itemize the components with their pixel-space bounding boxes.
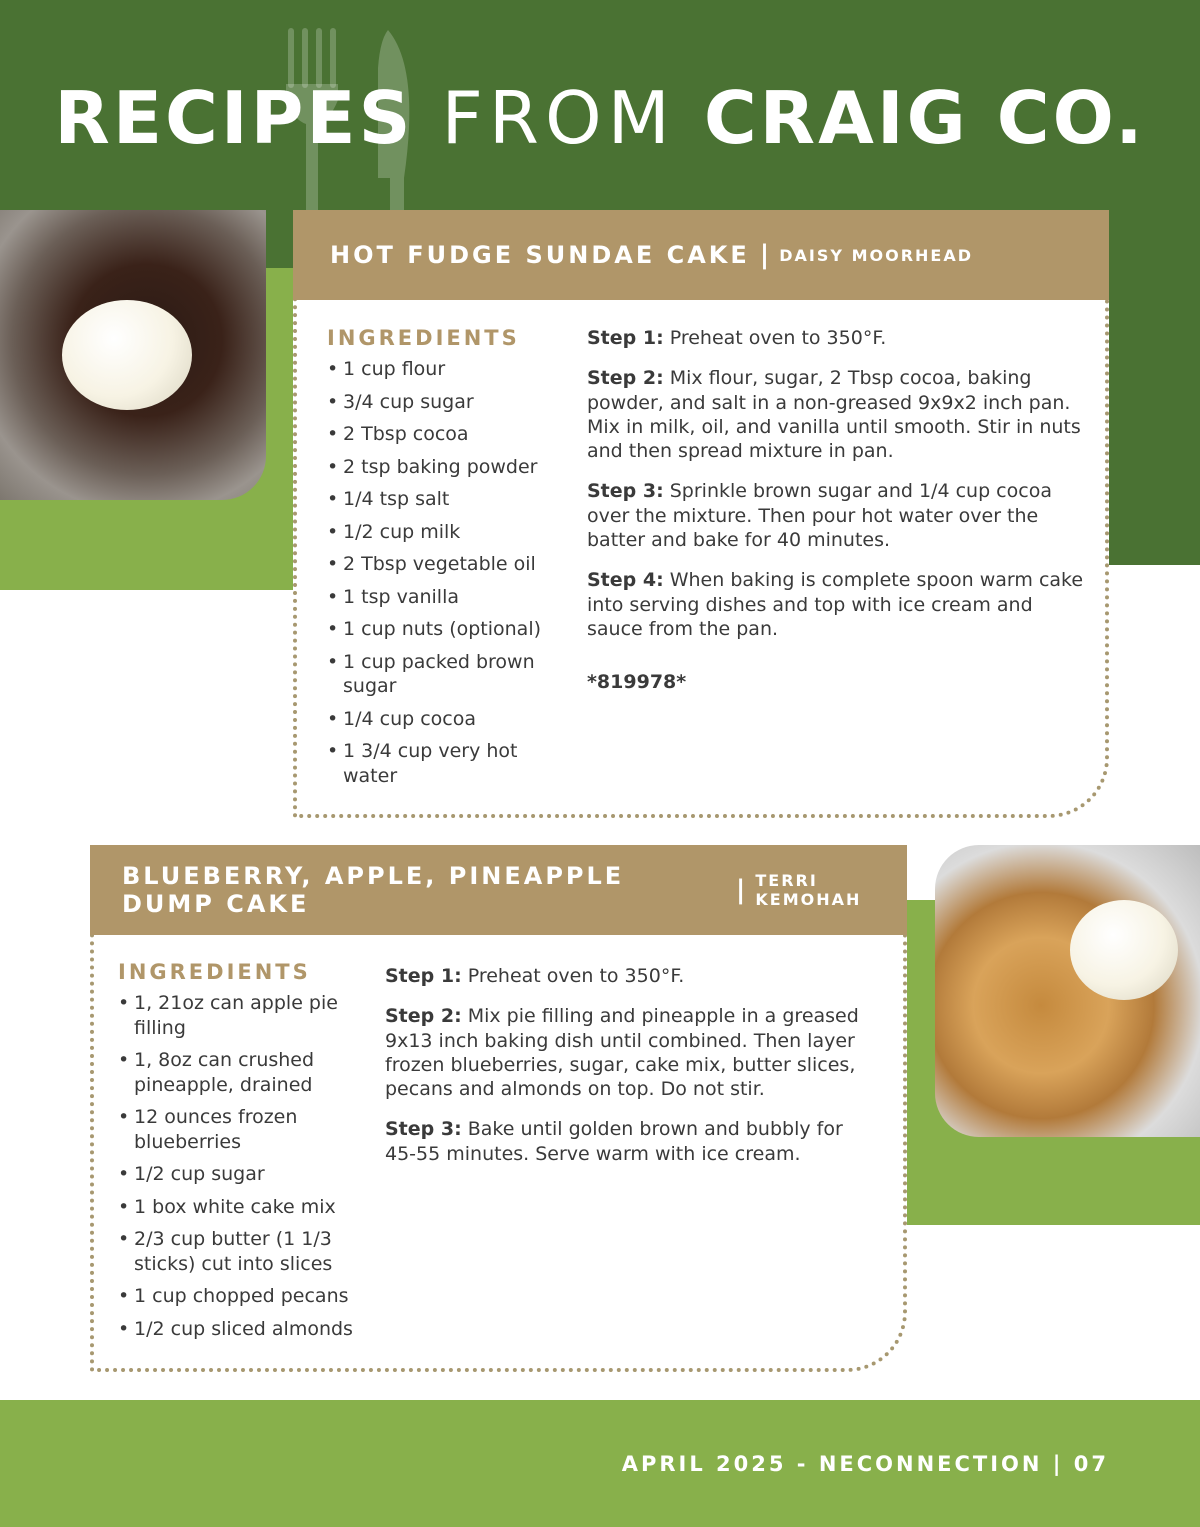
recipe-code: *819978*	[587, 671, 687, 694]
dump-cake-photo	[935, 845, 1200, 1137]
step-label: Step 1:	[385, 965, 462, 987]
ingredients-heading: INGREDIENTS	[118, 960, 311, 984]
step-text: Mix pie filling and pineapple in a greased 9x13 inch baking dish until combined. Then layer frozen blueberries, sugar, cake mix, butter slices, pecans and almonds on top. Do not stir.	[385, 1005, 859, 1101]
ice-cream-scoop	[62, 300, 192, 410]
recipe-title: HOT FUDGE SUNDAE CAKE	[330, 241, 750, 269]
ingredient-item: • 2 Tbsp cocoa	[327, 422, 567, 447]
ingredient-item: • 1/2 cup sliced almonds	[118, 1317, 368, 1342]
title-from: FROM	[441, 76, 676, 160]
ingredient-item: • 1/4 tsp salt	[327, 487, 567, 512]
step-1	[587, 326, 1087, 350]
step-text: Sprinkle brown sugar and 1/4 cup cocoa over the mixture. Then pour hot water over the batter and bake for 40 minutes.	[587, 480, 1052, 552]
ingredients-section	[118, 960, 368, 1349]
ingredients-list	[118, 991, 368, 1341]
recipe-author: DAISY MOORHEAD	[779, 245, 973, 265]
ingredient-item: • 1/2 cup milk	[327, 520, 567, 545]
recipe-card-dump-cake	[90, 845, 907, 1372]
ingredient-item: • 2/3 cup butter (1 1/3 sticks) cut into slices	[118, 1227, 368, 1276]
title-craig-co: CRAIG CO.	[703, 76, 1146, 160]
step-1	[385, 964, 875, 988]
step-label: Step 2:	[587, 367, 664, 390]
step-label: Step 2:	[385, 1005, 462, 1028]
ingredient-item: • 1 tsp vanilla	[327, 585, 567, 610]
ingredient-item: • 1 cup chopped pecans	[118, 1284, 368, 1309]
ingredients-section	[327, 326, 567, 796]
ingredient-item: • 1 box white cake mix	[118, 1195, 368, 1220]
page-title	[0, 78, 1200, 158]
steps-section	[587, 326, 1087, 693]
ingredient-item: • 2 Tbsp vegetable oil	[327, 552, 567, 577]
ingredients-heading: INGREDIENTS	[327, 326, 520, 350]
step-text: Bake until golden brown and bubbly for 45-55 minutes. Serve warm with ice cream.	[385, 1118, 843, 1165]
ingredient-item: • 1 3/4 cup very hot water	[327, 739, 567, 788]
recipe-title: BLUEBERRY, APPLE, PINEAPPLE DUMP CAKE	[122, 862, 625, 918]
ingredient-item: • 1 cup flour	[327, 357, 567, 382]
ingredient-item: • 2 tsp baking powder	[327, 455, 567, 480]
footer-issue-page: APRIL 2025 - NECONNECTION | 07	[621, 1452, 1109, 1476]
recipe-header	[90, 845, 907, 935]
step-label: Step 3:	[385, 1118, 462, 1141]
ice-cream-scoop	[1070, 900, 1178, 1000]
recipe-author: TERRI KEMOHAH	[755, 871, 862, 909]
title-recipes: RECIPES	[54, 76, 414, 160]
ingredient-item: • 3/4 cup sugar	[327, 390, 567, 415]
step-3	[385, 1117, 875, 1166]
step-4	[587, 568, 1087, 641]
step-2	[385, 1004, 875, 1101]
ingredient-item: • 12 ounces frozen blueberries	[118, 1105, 368, 1154]
step-label: Step 4:	[587, 569, 664, 592]
step-text: Preheat oven to 350°F.	[461, 965, 685, 987]
step-3	[587, 479, 1087, 552]
step-label: Step 1:	[587, 327, 664, 349]
title-separator: |	[759, 240, 770, 270]
ingredient-item: • 1/4 cup cocoa	[327, 707, 567, 732]
recipe-card-hot-fudge	[293, 210, 1109, 818]
step-text: Mix flour, sugar, 2 Tbsp cocoa, baking powder, and salt in a non-greased 9x9x2 inch pan. Mix in milk, oil, and vanilla until smooth. Stir in nuts and then spread mixture in pan.	[587, 367, 1081, 463]
ingredient-item: • 1, 8oz can crushed pineapple, drained	[118, 1048, 368, 1097]
steps-section	[385, 964, 875, 1182]
step-text: When baking is complete spoon warm cake into serving dishes and top with ice cream and sauce from the pan.	[587, 569, 1084, 640]
hot-fudge-cake-photo	[0, 210, 266, 500]
title-separator: |	[735, 875, 746, 905]
ingredient-item: • 1 cup packed brown sugar	[327, 650, 567, 699]
ingredient-item: • 1, 21oz can apple pie filling	[118, 991, 368, 1040]
recipe-header	[293, 210, 1109, 300]
step-text: Preheat oven to 350°F.	[663, 327, 887, 349]
step-2	[587, 366, 1087, 463]
ingredient-item: • 1 cup nuts (optional)	[327, 617, 567, 642]
ingredients-list	[327, 357, 567, 788]
ingredient-item: • 1/2 cup sugar	[118, 1162, 368, 1187]
step-label: Step 3:	[587, 480, 664, 503]
